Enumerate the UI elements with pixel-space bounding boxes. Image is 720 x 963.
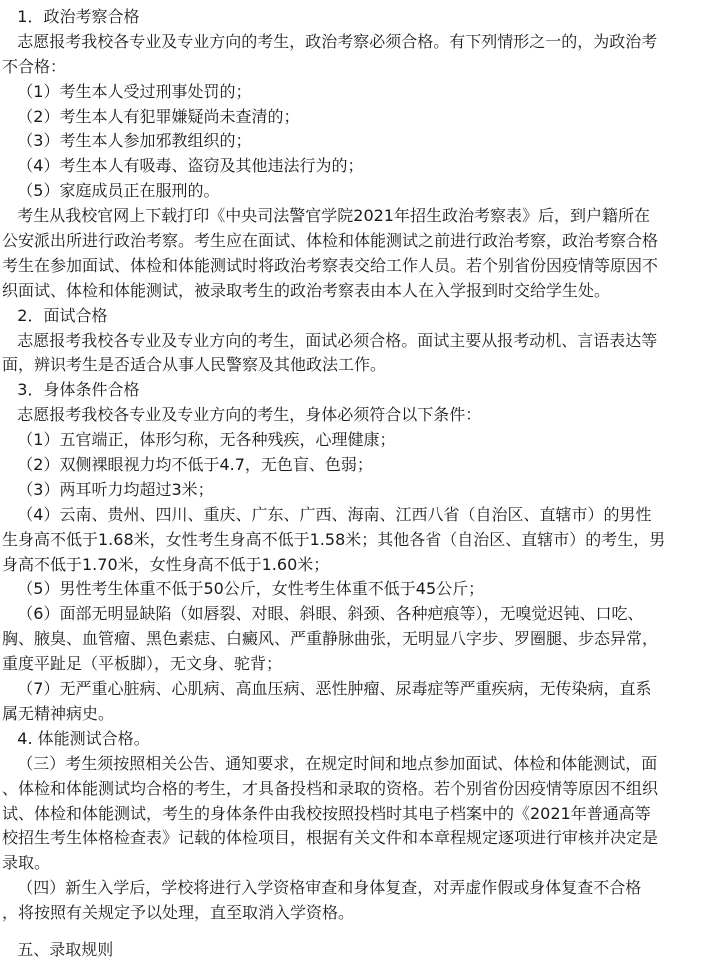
paragraph-line: 身高不低于1.70米，女性身高不低于1.60米； [2,554,330,574]
heading-admission-rules: 五、录取规则 [2,939,114,959]
paragraph-line: 考生在参加面试、体检和体能测试时将政治考察表交给工作人员。若个别省份因疫情等原因不 [2,255,659,275]
paragraph-line: （三）考生须按照相关公告、通知要求，在规定时间和地点参加面试、体检和体能测试，面 [2,753,658,773]
list-item: （2）双侧裸眼视力均不低于4.7，无色盲、色弱； [2,455,373,475]
paragraph-line: 织面试、体检和体能测试，被录取考生的政治考察表由本人在入学报到时交给学生处。 [2,280,611,300]
heading-physical-conditions: 3．身体条件合格 [2,380,140,400]
paragraph-line: 、体检和体能测试均合格的考生，才具备投档和录取的资格。若个别省份因疫情等原因不组织 [2,778,659,798]
heading-political-review: 1．政治考察合格 [2,7,140,26]
paragraph-line: 生身高不低于1.68米，女性考生身高不低于1.58米；其他各省（自治区、直辖市）的考生，男 [2,529,666,549]
paragraph-line: 志愿报考我校各专业及专业方向的考生，政治考察必须合格。有下列情形之一的，为政治考 [2,31,658,51]
spacer [0,926,720,938]
paragraph-line: 面，辨识考生是否适合从事人民警察及其他政法工作。 [2,355,387,375]
list-item: （2）考生本人有犯罪嫌疑尚未查清的； [2,106,300,126]
paragraph-line: 志愿报考我校各专业及专业方向的考生，面试必须合格。面试主要从报考动机、言语表达等 [2,330,658,350]
paragraph-line: 属无精神病史。 [2,703,115,723]
paragraph-line: ，将按照有关规定予以处理，直至取消入学资格。 [2,903,355,923]
list-item: （1）五官端正，体形匀称，无各种残疾，心理健康； [2,430,396,450]
paragraph-line: 录取。 [2,853,51,873]
paragraph-line: 志愿报考我校各专业及专业方向的考生，身体必须符合以下条件： [2,405,482,425]
list-item: （4）考生本人有吸毒、盗窃及其他违法行为的； [2,156,364,176]
paragraph-line: 校招生考生体格检查表》记载的体检项目，根据有关文件和本章程规定逐项进行审核并决定是 [2,828,659,848]
heading-interview: 2．面试合格 [2,305,108,325]
paragraph-line: 重度平趾足（平板脚），无文身、驼背； [2,654,283,674]
paragraph-line: 不合格： [2,56,67,76]
paragraph-line: （四）新生入学后，学校将进行入学资格审查和身体复查，对弄虚作假或身体复查不合格 [2,878,642,898]
heading-fitness-test: 4. 体能测试合格。 [2,728,150,748]
list-item: （5）家庭成员正在服刑的。 [2,181,220,201]
list-item: （4）云南、贵州、四川、重庆、广东、广西、海南、江西八省（自治区、直辖市）的男性 [2,504,652,524]
list-item: （3）考生本人参加邪教组织的； [2,131,252,151]
paragraph-line: 胸、腋臭、血管瘤、黑色素痣、白癜风、严重静脉曲张，无明显八字步、罗圈腿、步态异常， [2,629,659,649]
paragraph-line: 试、体检和体能测试，考生的身体条件由我校按照投档时其电子档案中的《2021年普通高等 [2,803,651,823]
list-item: （6）面部无明显缺陷（如唇裂、对眼、斜眼、斜颈、各种疤痕等），无嗅觉迟钝、口吃、 [2,604,644,624]
list-item: （3）两耳听力均超过3米； [2,479,214,499]
list-item: （5）男性考生体重不低于50公斤，女性考生体重不低于45公斤； [2,579,485,599]
list-item: （1）考生本人受过刑事处罚的； [2,81,252,101]
list-item: （7）无严重心脏病、心肌病、高血压病、恶性肿瘤、尿毒症等严重疾病，无传染病，直系 [2,679,652,699]
paragraph-line: 公安派出所进行政治考察。考生应在面试、体检和体能测试之前进行政治考察，政治考察合格 [2,231,659,251]
paragraph-line: 考生从我校官网上下载打印《中央司法警官学院2021年招生政治考察表》后，到户籍所在 [2,206,650,226]
